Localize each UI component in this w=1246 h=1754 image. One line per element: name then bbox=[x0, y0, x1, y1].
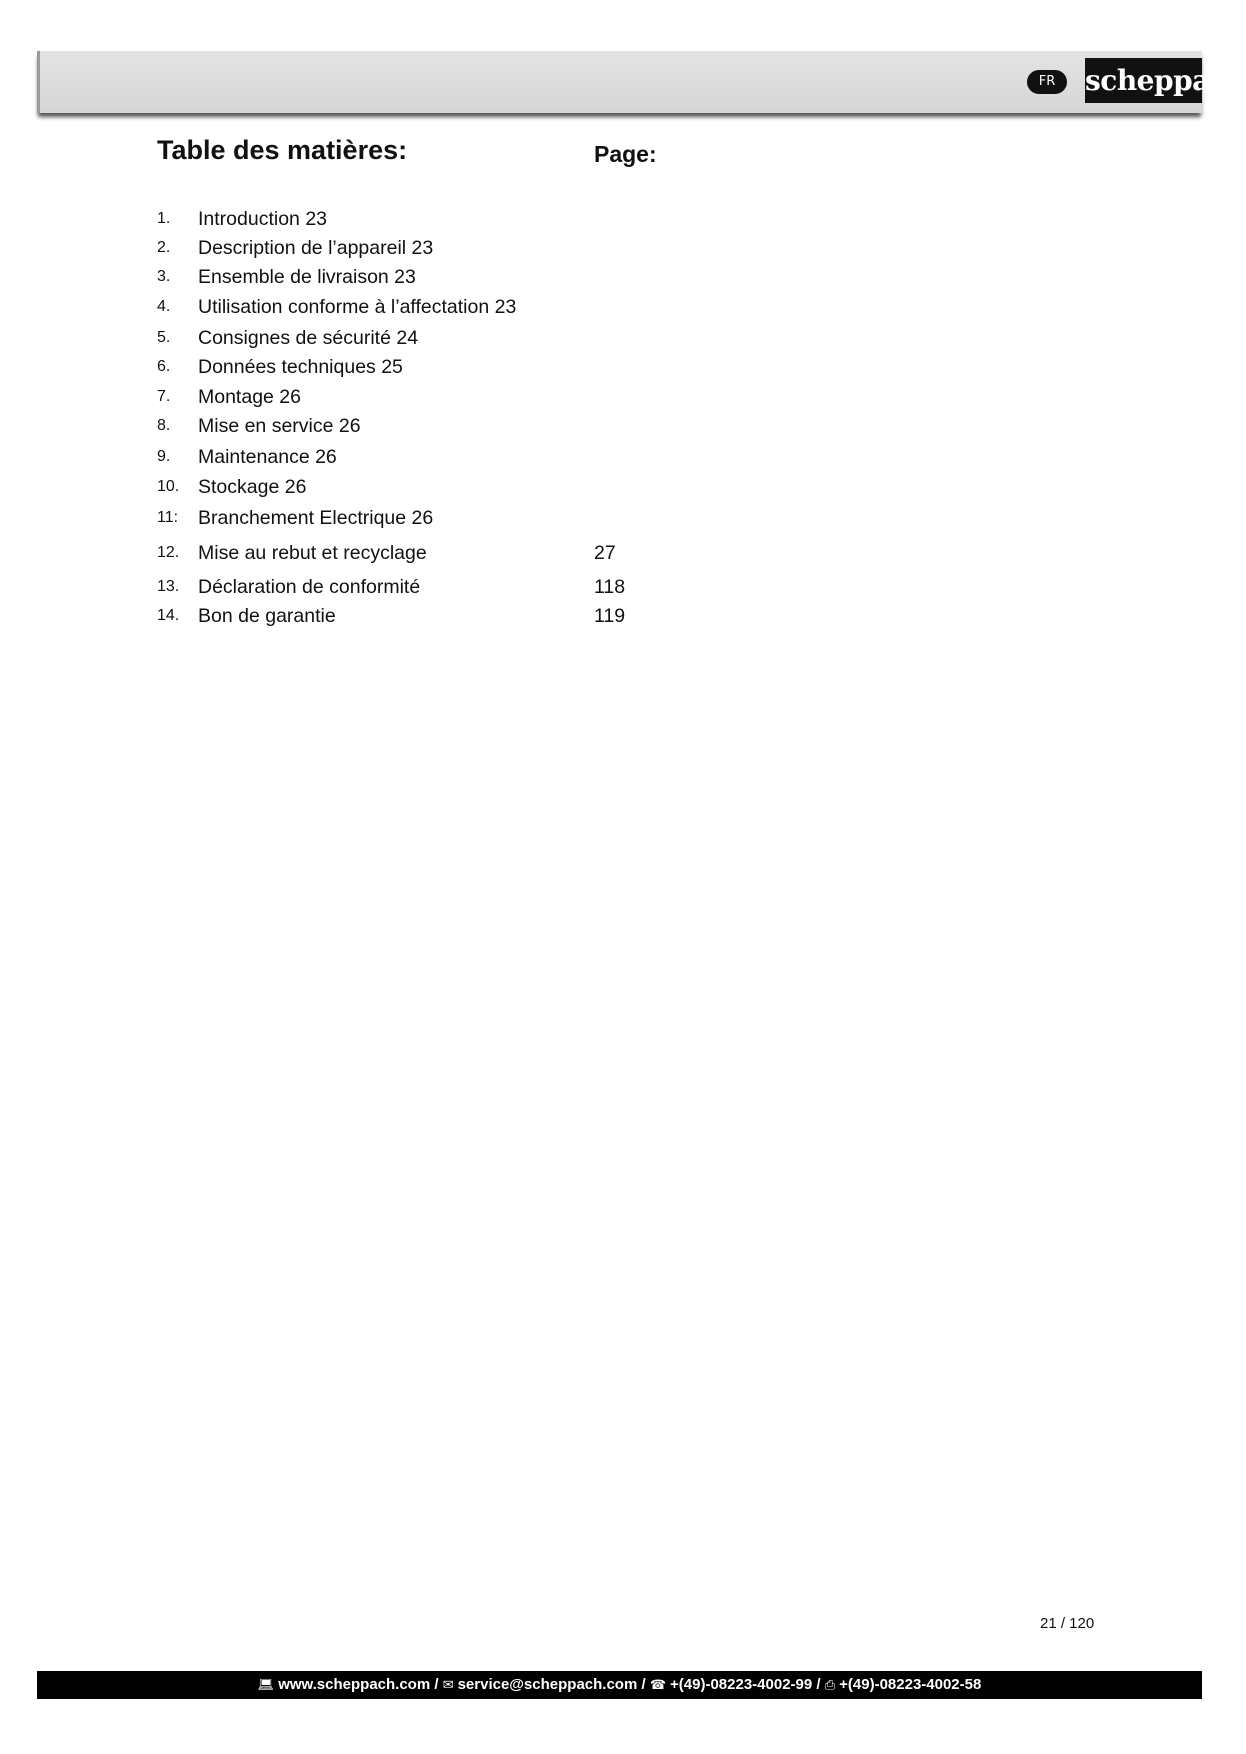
toc-item-title: Branchement Electrique 26 bbox=[198, 507, 434, 529]
computer-icon: 💻︎ bbox=[257, 1678, 275, 1693]
toc-item-number: 9. bbox=[157, 448, 171, 465]
toc-item-number: 6. bbox=[157, 358, 171, 375]
toc-item-title: Données techniques 25 bbox=[198, 356, 403, 378]
toc-item-page: 118 bbox=[594, 576, 626, 598]
toc-item-5 bbox=[157, 327, 757, 353]
toc-item-number: 10. bbox=[157, 478, 180, 495]
footer-fax: +(49)-08223-4002-58 bbox=[839, 1676, 982, 1693]
toc-item-12 bbox=[157, 542, 757, 568]
toc-item-title: Déclaration de conformité bbox=[198, 576, 421, 598]
footer-email: service@scheppach.com / bbox=[457, 1676, 646, 1693]
toc-item-number: 5. bbox=[157, 329, 171, 346]
toc-item-title: Utilisation conforme à l’affectation 23 bbox=[198, 296, 517, 318]
toc-item-number: 8. bbox=[157, 417, 171, 434]
toc-item-8 bbox=[157, 415, 757, 441]
toc-item-number: 11: bbox=[157, 509, 179, 526]
toc-item-number: 1. bbox=[157, 210, 171, 227]
toc-item-14 bbox=[157, 605, 757, 631]
toc-item-number: 2. bbox=[157, 239, 171, 256]
footer-website: www.scheppach.com / bbox=[278, 1676, 439, 1693]
toc-item-13 bbox=[157, 576, 757, 602]
toc-item-page: 119 bbox=[594, 605, 626, 627]
toc-item-11 bbox=[157, 507, 757, 533]
envelope-icon: ✉ bbox=[442, 1678, 454, 1693]
language-badge: FR bbox=[1027, 70, 1067, 94]
footer-bar bbox=[37, 1671, 1202, 1699]
toc-item-number: 12. bbox=[157, 544, 180, 561]
toc-item-number: 7. bbox=[157, 388, 171, 405]
toc-item-10 bbox=[157, 476, 757, 502]
toc-item-number: 4. bbox=[157, 298, 171, 315]
toc-item-number: 13. bbox=[157, 578, 180, 595]
toc-item-6 bbox=[157, 356, 757, 382]
toc-item-number: 3. bbox=[157, 268, 171, 285]
toc-item-9 bbox=[157, 446, 757, 472]
toc-item-2 bbox=[157, 237, 757, 263]
toc-item-title: Maintenance 26 bbox=[198, 446, 337, 468]
toc-item-title: Ensemble de livraison 23 bbox=[198, 266, 416, 288]
footer-phone: +(49)-08223-4002-99 / bbox=[670, 1676, 821, 1693]
toc-item-title: Consignes de sécurité 24 bbox=[198, 327, 419, 349]
toc-item-page: 27 bbox=[594, 542, 616, 564]
toc-heading: Table des matières: bbox=[157, 135, 408, 165]
toc-item-title: Montage 26 bbox=[198, 386, 301, 408]
toc-item-title: Description de l’appareil 23 bbox=[198, 237, 434, 259]
toc-item-3 bbox=[157, 266, 757, 292]
brand-logo: scheppach bbox=[1085, 58, 1202, 103]
toc-item-title: Mise en service 26 bbox=[198, 415, 361, 437]
toc-item-4 bbox=[157, 296, 757, 322]
fax-icon: ⎙ bbox=[824, 1678, 836, 1693]
toc-item-1 bbox=[157, 208, 757, 234]
toc-item-7 bbox=[157, 386, 757, 412]
phone-icon: ☎ bbox=[649, 1678, 667, 1693]
toc-item-title: Stockage 26 bbox=[198, 476, 307, 498]
toc-item-title: Introduction 23 bbox=[198, 208, 328, 230]
page-column-heading: Page: bbox=[594, 141, 657, 167]
toc-item-title: Mise au rebut et recyclage bbox=[198, 542, 427, 564]
page-counter: 21 / 120 bbox=[1040, 1615, 1095, 1632]
toc-item-title: Bon de garantie bbox=[198, 605, 336, 627]
toc-item-number: 14. bbox=[157, 607, 180, 624]
